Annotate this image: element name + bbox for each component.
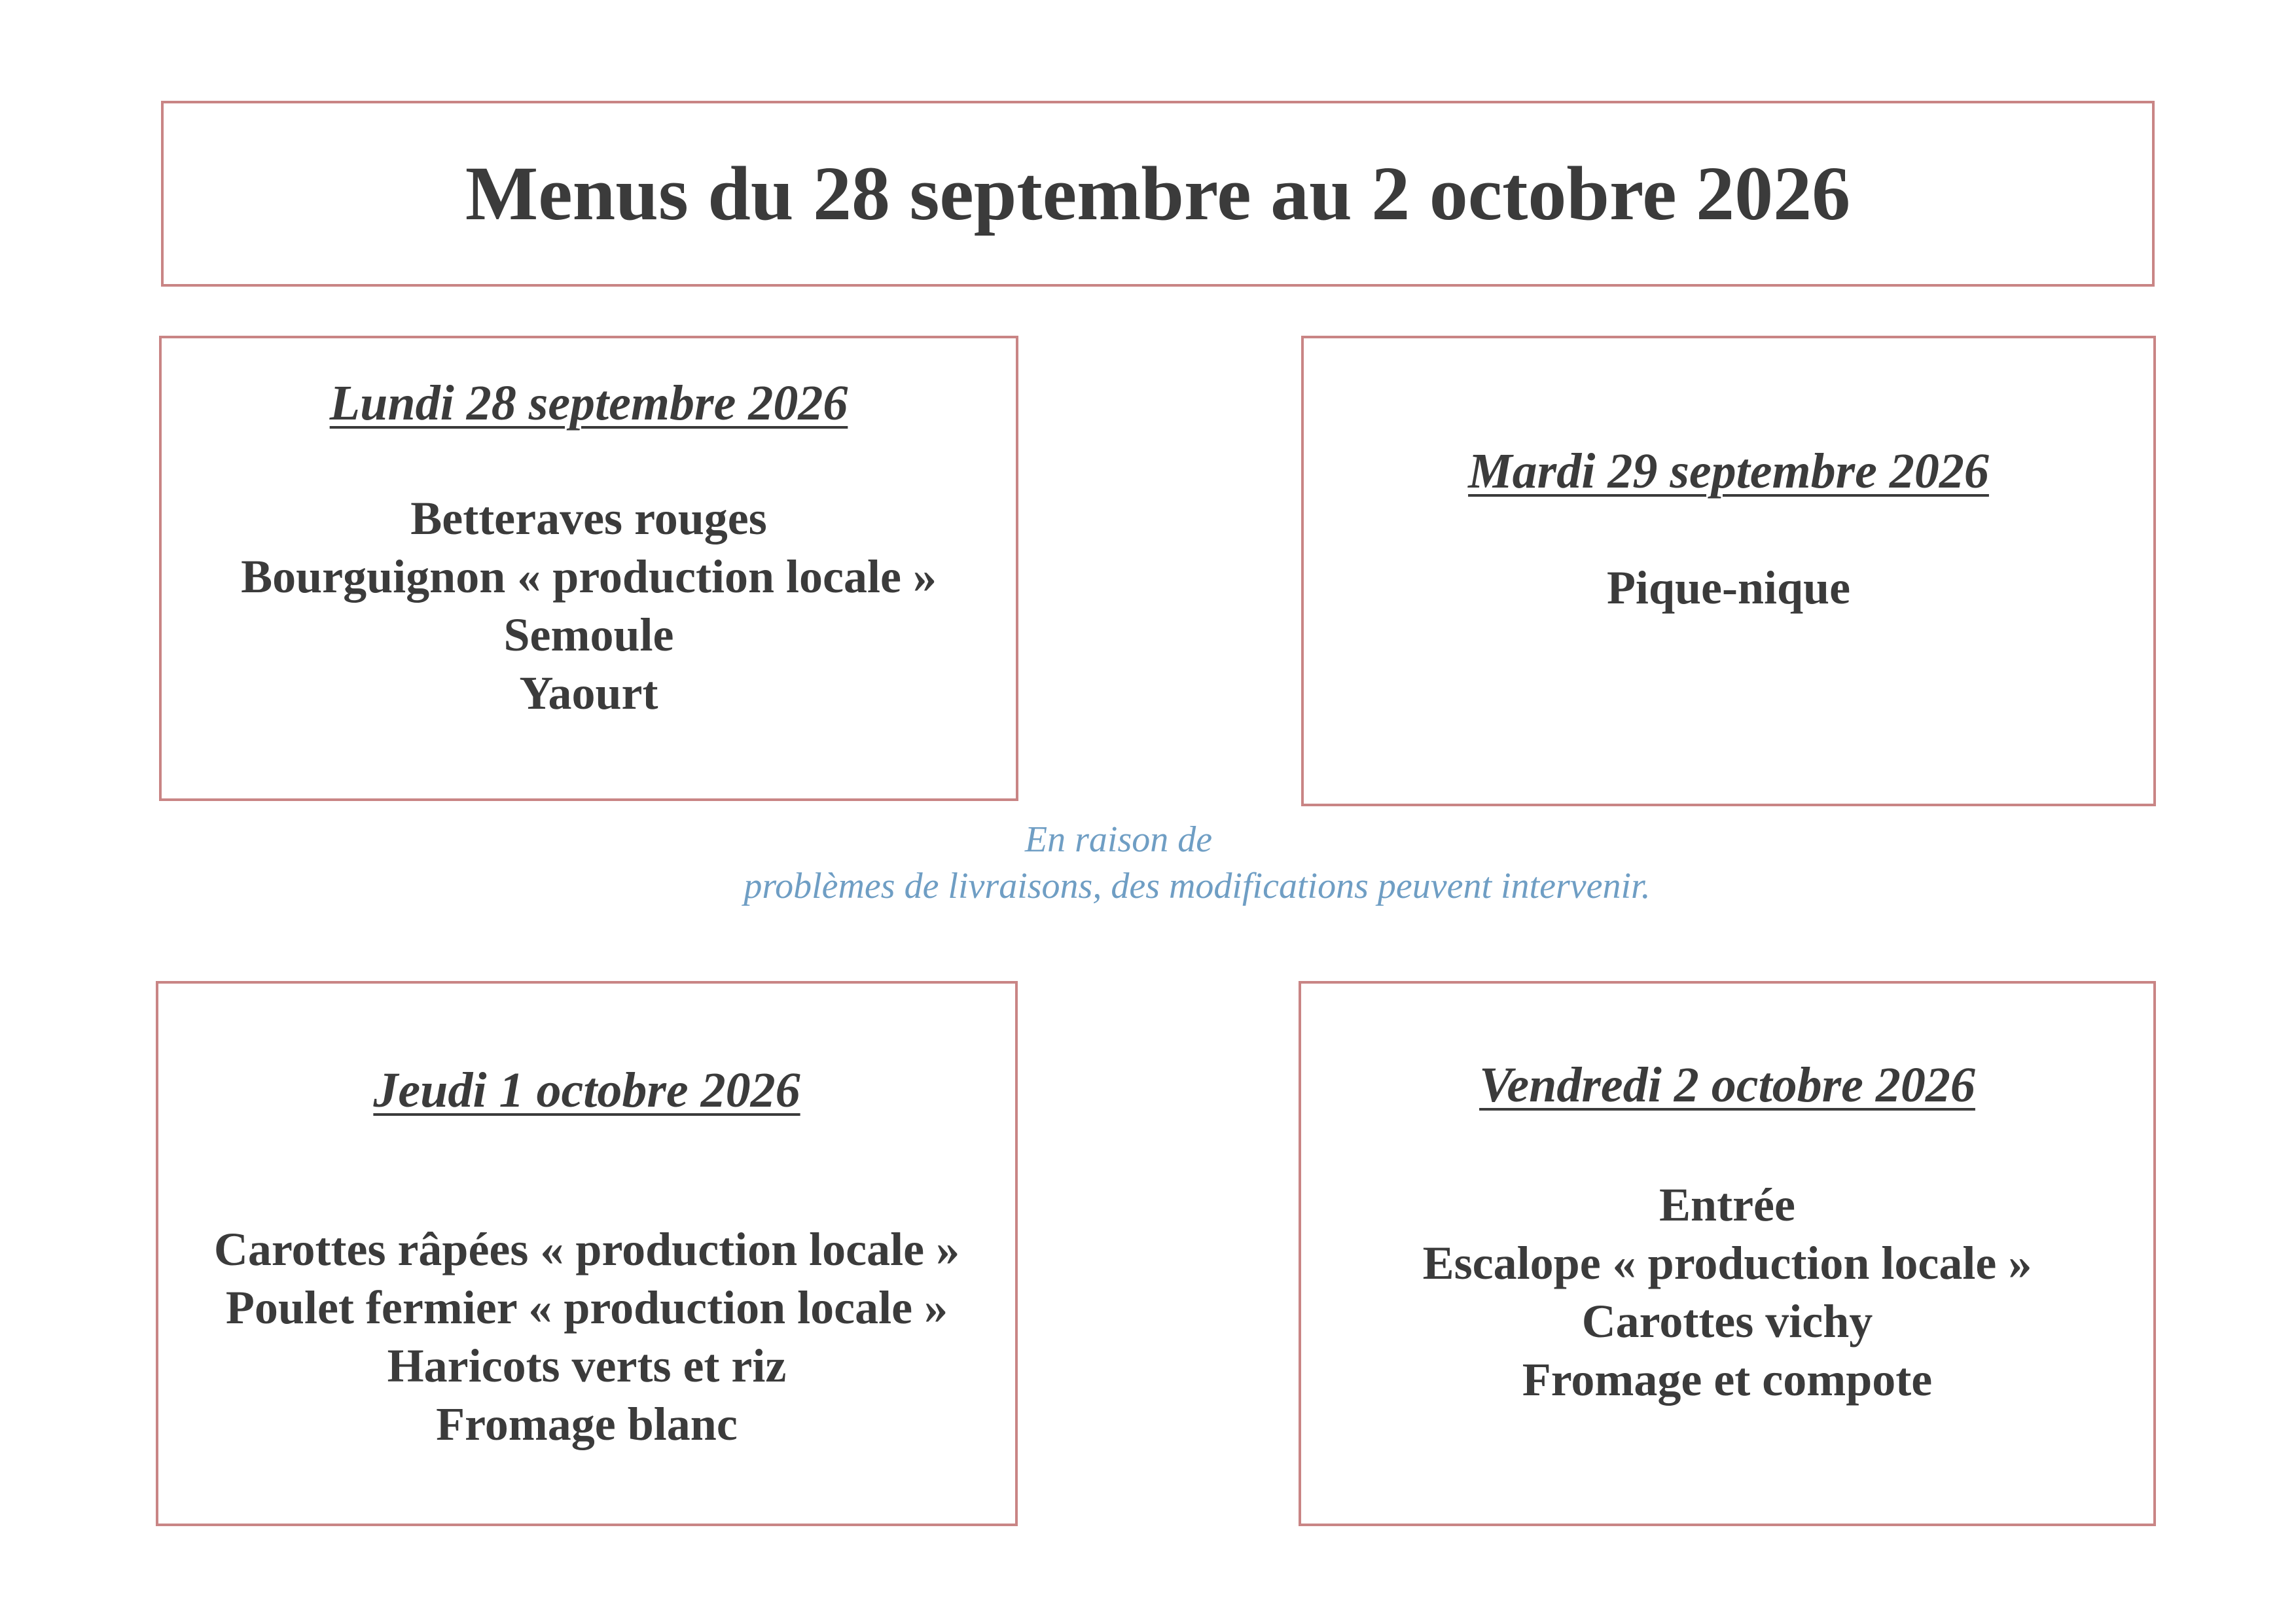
day-heading-friday: Vendredi 2 octobre 2026 [1479,1058,1975,1113]
menu-item: Betteraves rouges [410,492,767,544]
menu-item: Haricots verts et riz [387,1340,787,1392]
menu-item: Entrée [1659,1179,1795,1231]
day-heading-monday: Lundi 28 septembre 2026 [329,376,848,431]
menu-item: Escalope « production locale » [1422,1237,2032,1289]
menu-list-monday [241,490,937,722]
notice-line-2: problèmes de livraisons, des modifications peuvent intervenir. [744,866,1651,906]
menu-list-thursday [214,1221,960,1454]
notice-line-1: En raison de [1024,819,1213,860]
day-box-thursday [156,981,1018,1526]
menu-item: Yaourt [519,667,658,719]
menu-item: Carottes vichy [1581,1295,1873,1347]
delivery-notice [0,817,2296,910]
menu-item: Carottes râpées « production locale » [213,1223,960,1275]
menu-item: Pique-nique [1606,562,1851,614]
menu-item: Poulet fermier « production locale » [225,1281,948,1334]
menu-item: Fromage et compote [1522,1353,1933,1406]
day-box-monday [159,336,1018,801]
day-heading-thursday: Jeudi 1 octobre 2026 [373,1063,800,1118]
menu-list-tuesday [1607,559,1850,617]
page-title: Menus du 28 septembre au 2 octobre 2026 [465,151,1851,236]
menu-item: Bourguignon « production locale » [241,550,937,603]
day-heading-tuesday: Mardi 29 septembre 2026 [1468,444,1989,499]
menu-item: Semoule [503,609,674,661]
day-box-tuesday [1301,336,2156,806]
menu-item: Fromage blanc [436,1398,738,1450]
menu-list-friday [1423,1176,2032,1409]
title-box [161,101,2155,287]
day-box-friday [1299,981,2156,1526]
